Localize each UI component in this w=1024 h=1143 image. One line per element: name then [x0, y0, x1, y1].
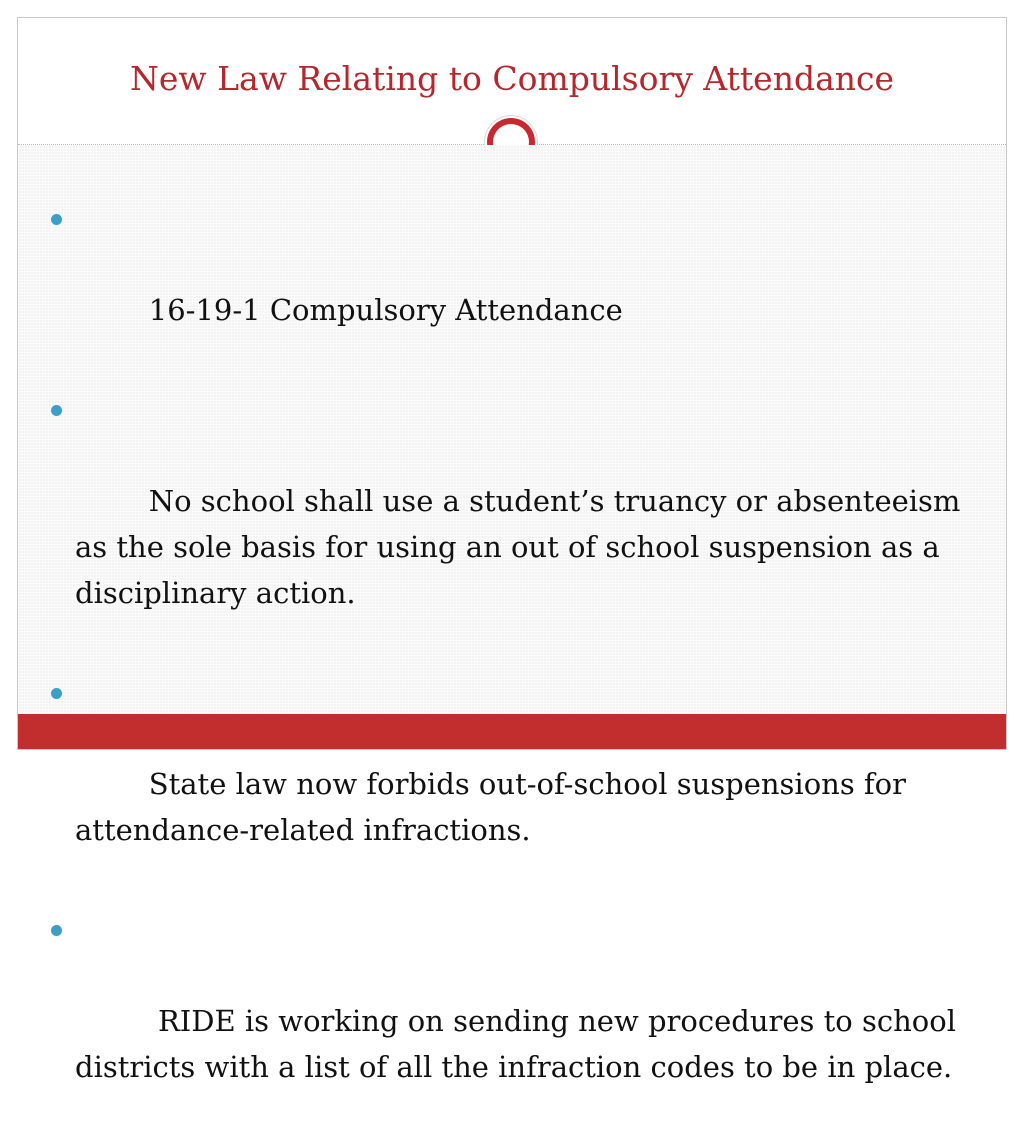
bullet-item: [75, 195, 975, 379]
bullet-text: RIDE is working on sending new procedures to school districts with a list of all the infraction codes to be in place.: [75, 1004, 966, 1084]
bullet-text: State law now forbids out-of-school suspensions for attendance-related infractions.: [75, 767, 916, 847]
bullet-item: [75, 386, 975, 662]
bullet-text: No school shall use a student’s truancy or absenteeism as the sole basis for using an out of school suspension as a disciplinary action.: [75, 484, 970, 610]
bullet-dot-icon: [51, 925, 62, 936]
bullet-item: [75, 669, 975, 899]
footer-bar: [18, 714, 1006, 749]
bullet-list: [75, 195, 975, 1143]
bullet-dot-icon: [51, 405, 62, 416]
bullet-dot-icon: [51, 214, 62, 225]
bullet-dot-icon: [51, 688, 62, 699]
content-area: [18, 145, 1006, 1084]
slide: [17, 17, 1007, 1084]
slide-title: New Law Relating to Compulsory Attendance: [129, 59, 895, 98]
bullet-item: [75, 906, 975, 1136]
bullet-text: 16-19-1 Compulsory Attendance: [148, 293, 623, 327]
